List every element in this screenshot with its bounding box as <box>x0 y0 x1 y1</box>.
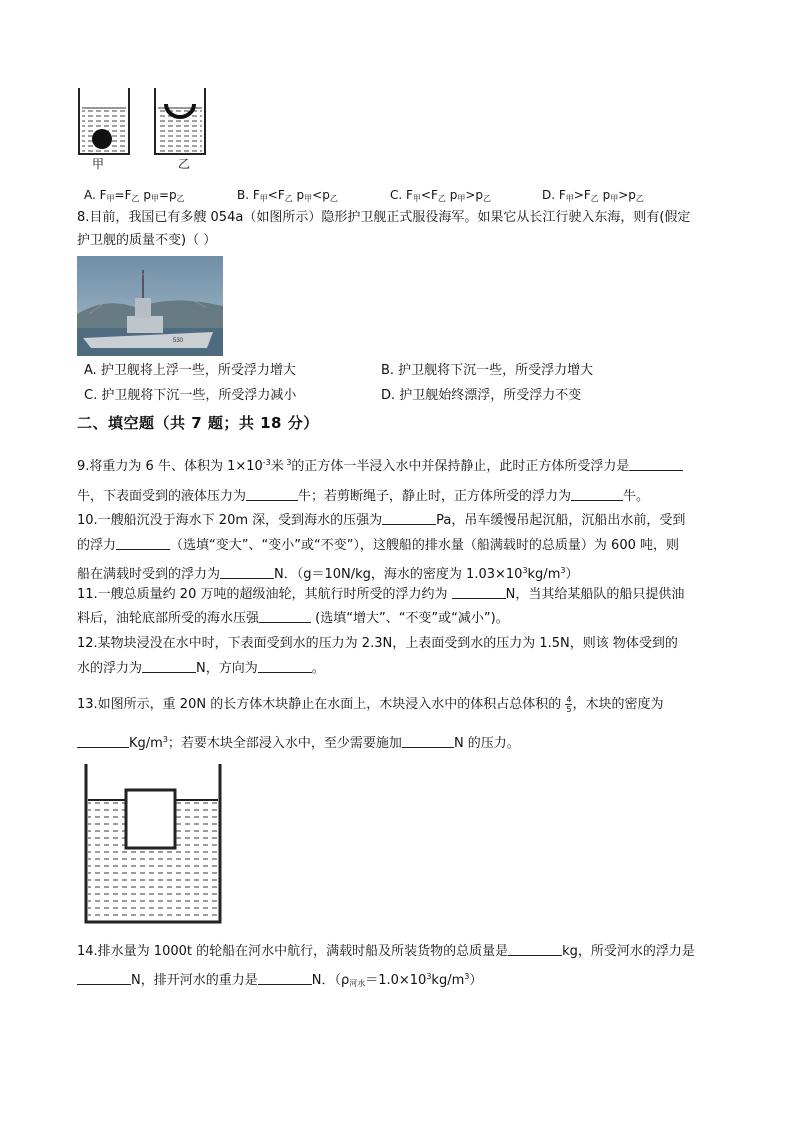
label-yi: 乙 <box>178 157 191 171</box>
q8-line2: 护卫舰的质量不变)（ ） <box>77 233 217 248</box>
q13-line2: $Kg/m^3$；若要木块全部浸入水中，至少需要施加 N 的压力。 <box>77 731 520 753</box>
q8-option-b[interactable]: B. 护卫舰将下沉一些，所受浮力增大 <box>381 363 594 378</box>
q9-blank-3[interactable] <box>571 488 623 501</box>
q7-option-b[interactable]: B. $F_甲<F_乙$ $p_甲<p_乙$ <box>237 188 338 203</box>
q13-fraction: $\frac{4}{5}$ <box>566 695 572 714</box>
q14-blank-3[interactable] <box>258 972 312 985</box>
wood-block <box>126 790 175 848</box>
q10-blank-1[interactable] <box>382 512 436 525</box>
q13-blank-1[interactable] <box>77 735 129 748</box>
q9-blank-2[interactable] <box>246 488 298 501</box>
q13-line1: 13.如图所示，重 20N 的长方体木块静止在水面上，木块浸入水中的体积占总体积的 $\frac{4}{5}$ ，木块的密度为 <box>77 695 664 714</box>
q8-option-d[interactable]: D. 护卫舰始终漂浮，所受浮力不变 <box>381 388 582 403</box>
q14-line2: N，排开河水的重力是 N．$(\rho_{河水}=1.0\times 10^3kg/m^3)$ <box>77 968 482 993</box>
q7-option-d[interactable]: D. $F_甲>F_乙$ $p_甲>p_乙$ <box>542 188 644 203</box>
warship-photo <box>77 256 223 356</box>
q8-option-a[interactable]: A. 护卫舰将上浮一些，所受浮力增大 <box>84 363 296 378</box>
q7-option-a[interactable]: A. $F_甲=F_乙$ $p_甲=p_乙$ <box>84 188 185 203</box>
q9-line2: 牛，下表面受到的液体压力为 牛；若剪断绳子，静止时，正方体所受的浮力为 牛。 <box>77 489 650 504</box>
q12-blank-2[interactable] <box>258 660 312 673</box>
ball <box>92 129 112 149</box>
q14-blank-1[interactable] <box>508 943 562 956</box>
q9-blank-1[interactable] <box>629 458 683 471</box>
q13-blank-2[interactable] <box>402 735 454 748</box>
q12-line1: 12.某物块浸没在水中时，下表面受到水的压力为 2.3N，上表面受到水的压力为 1.5N，则该 物体受到的 <box>77 636 678 651</box>
q10-blank-2[interactable] <box>116 537 170 550</box>
label-jia: 甲 <box>92 157 105 171</box>
q10-line3: 船在满载时受到的浮力为 N．（g＝10N/kg，海水的密度为 $1.03\times 10^3kg/m^3$） <box>77 566 579 582</box>
q11-blank-2[interactable] <box>259 610 311 623</box>
q10-blank-3[interactable] <box>220 566 274 579</box>
q9-line1: 9.将重力为 6 牛、体积为 $1\times 10^{-3}$米 $^3$的正方体一半浸入水中并保持静止，此时正方体所受浮力是 <box>77 454 683 476</box>
q12-line2: 水的浮力为 N，方向为 。 <box>77 661 325 676</box>
q7-option-c[interactable]: C. $F_甲<F_乙$ $p_甲>p_乙$ <box>390 188 491 203</box>
svg-text:530: 530 <box>173 338 184 344</box>
q11-blank-1[interactable] <box>452 586 506 599</box>
q10-line1: 10.一艘船沉没于海水下 20m 深，受到海水的压强为 Pa，吊车缓慢吊起沉船，沉船出水前，受到 <box>77 513 686 528</box>
q10-line2: 的浮力 （选填“变大”、“变小”或“不变”），这艘船的排水量（船满载时的总质量）为 600 吨，则 <box>77 538 680 553</box>
q12-blank-1[interactable] <box>142 660 196 673</box>
q8-line1: 8.目前，我国已有多艘 054a（如图所示）隐形护卫舰正式服役海军。如果它从长江行驶入东海，则有(假定 <box>77 210 691 225</box>
q11-line2: 料后，油轮底部所受的海水压强 (选填“增大”、“不变”或“减小”)。 <box>77 611 509 626</box>
q11-line1: 11.一艘总质量约 20 万吨的超级油轮，其航行时所受的浮力约为 N，当其给某船队的船只提供油 <box>77 587 685 602</box>
q14-blank-2[interactable] <box>77 972 131 985</box>
q8-option-c[interactable]: C. 护卫舰将下沉一些，所受浮力减小 <box>84 388 297 403</box>
q14-line1: 14.排水量为 1000t 的轮船在河水中航行，满载时船及所装货物的总质量是 kg，所受河水的浮力是 <box>77 944 695 959</box>
figure-floating-block <box>77 758 232 928</box>
section-title-fill-in: 二、填空题（共 7 题；共 18 分） <box>77 414 319 432</box>
